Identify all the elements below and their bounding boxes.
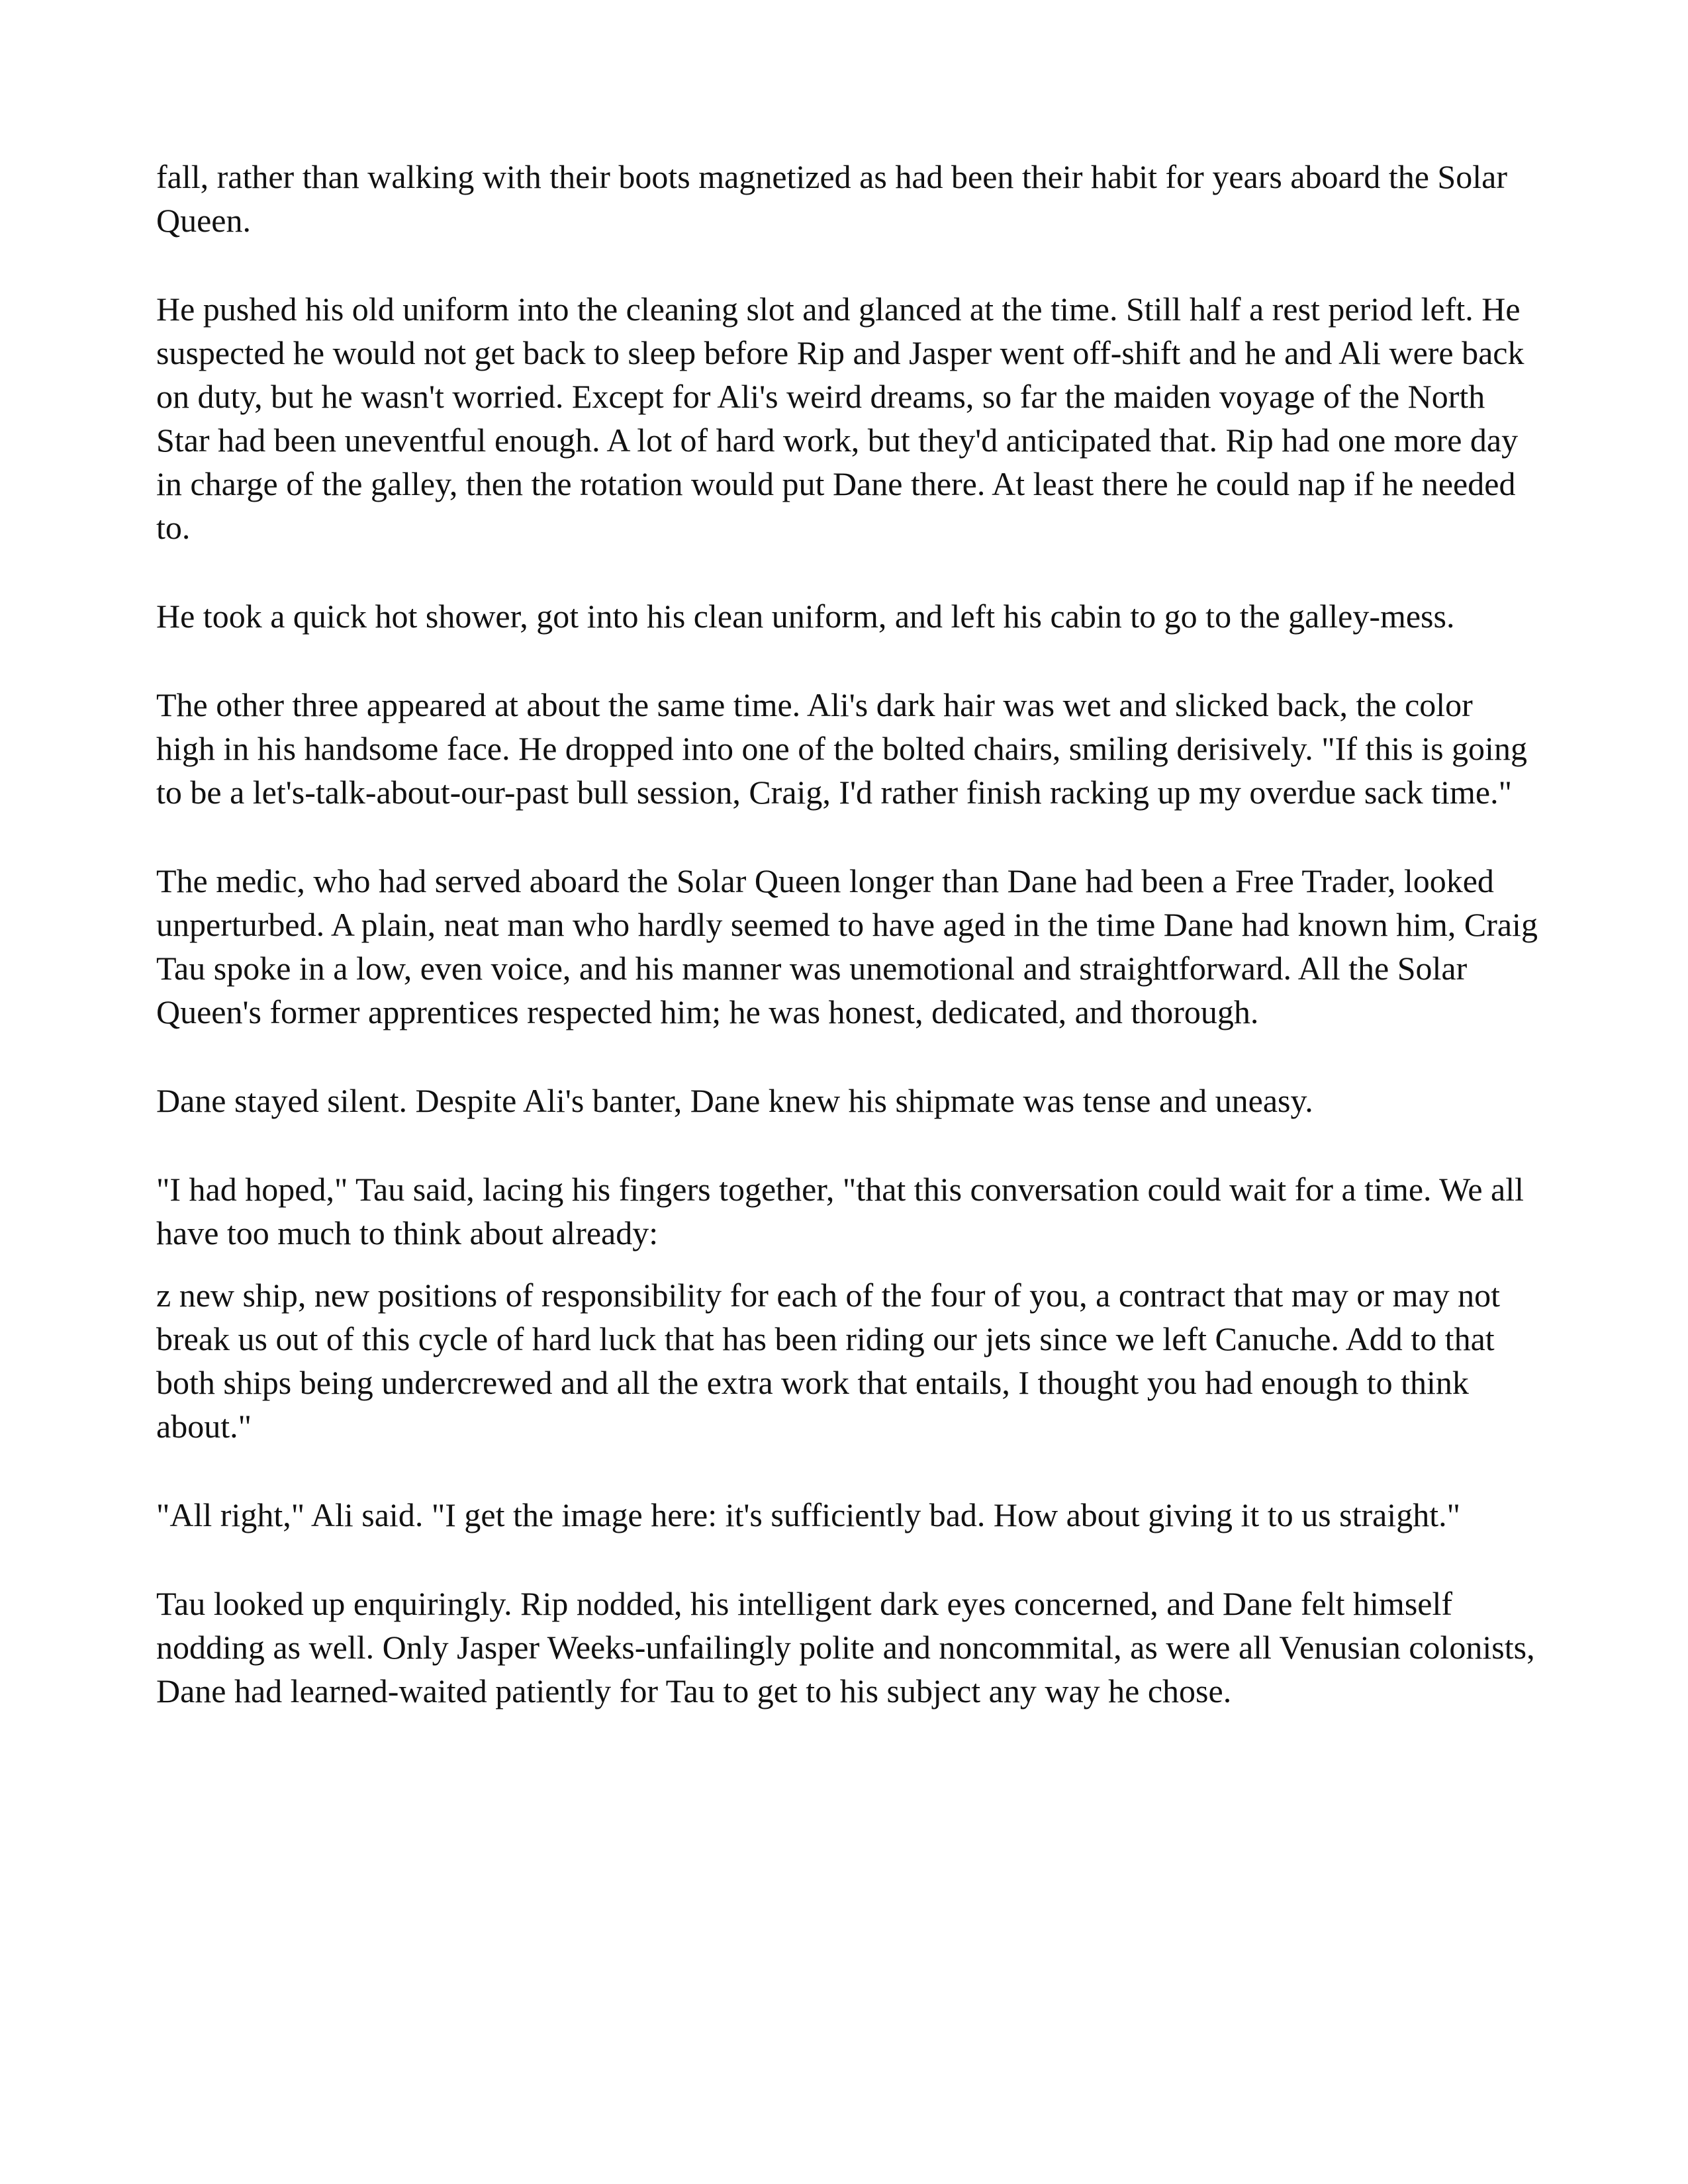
paragraph-5: The medic, who had served aboard the Solar Queen longer than Dane had been a Free Trader, looked unperturbed. A plain, neat man who hardly seemed to have aged in the time Dane had known him, Craig Tau spoke in a low, even voice, and his manner was unemotional and straightforward. All the Solar Queen's former apprentices respected him; he was honest, dedicated, and thorough. (156, 862, 1538, 1030)
paragraph-1: fall, rather than walking with their boots magnetized as had been their habit for years aboard the Solar Queen. (156, 158, 1507, 239)
paragraph-8: z new ship, new positions of responsibility for each of the four of you, a contract that may or may not break us out of this cycle of hard luck that has been riding our jets since we left Canuche. Add to that both ships being undercrewed and all the extra work that entails, I thought you had enough to think about." (156, 1277, 1501, 1445)
paragraph-2: He pushed his old uniform into the cleaning slot and glanced at the time. Still half a rest period left. He suspected he would not get back to sleep before Rip and Jasper went off-shift and he and Ali were back on duty, but he wasn't worried. Except for Ali's weird dreams, so far the maiden voyage of the North Star had been uneventful enough. A lot of hard work, but they'd anticipated that. Rip had one more day in charge of the galley, then the rotation would put Dane there. At least there he could nap if he needed to. (156, 291, 1524, 546)
paragraph-9: "All right," Ali said. "I get the image here: it's sufficiently bad. How about giving it to us straight." (156, 1496, 1460, 1533)
paragraph-10: Tau looked up enquiringly. Rip nodded, his intelligent dark eyes concerned, and Dane felt himself nodding as well. Only Jasper Weeks-unfailingly polite and noncommital, as were all Venusian colonists, Dane had learned-waited patiently for Tau to get to his subject any way he chose. (156, 1585, 1535, 1709)
body-text (156, 155, 1540, 1758)
paragraph-6: Dane stayed silent. Despite Ali's banter, Dane knew his shipmate was tense and uneasy. (156, 1082, 1313, 1119)
paragraph-4: The other three appeared at about the same time. Ali's dark hair was wet and slicked back, the color high in his handsome face. He dropped into one of the bolted chairs, smiling derisively. "If this is going to be a let's-talk-about-our-past bull session, Craig, I'd rather finish racking up my overdue sack time." (156, 686, 1527, 811)
paragraph-7: "I had hoped," Tau said, lacing his fingers together, "that this conversation could wait for a time. We all have too much to think about already: (156, 1171, 1524, 1251)
paragraph-3: He took a quick hot shower, got into his clean uniform, and left his cabin to go to the galley-mess. (156, 598, 1455, 635)
